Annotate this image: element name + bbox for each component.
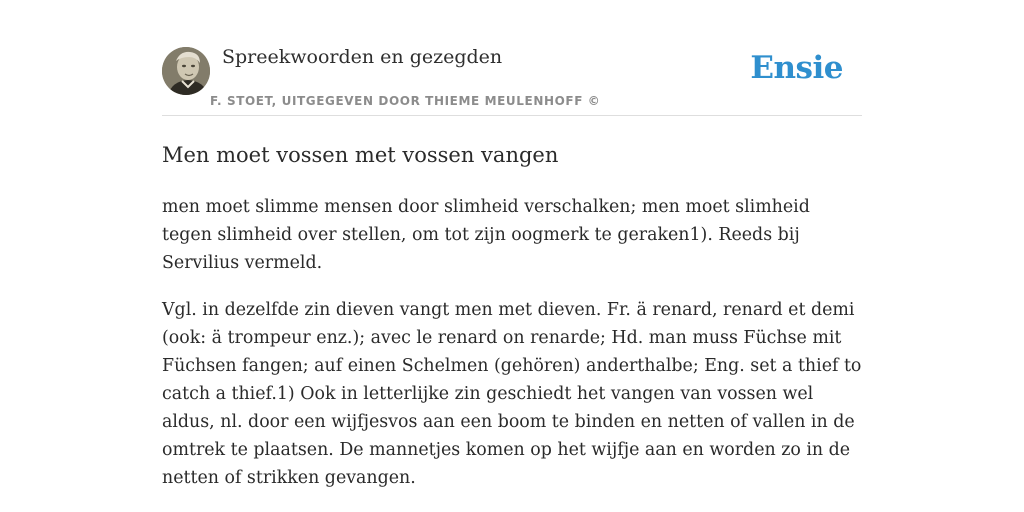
author-avatar[interactable] [162, 47, 210, 95]
source-credit: F. STOET, UITGEGEVEN DOOR THIEME MEULENHOFF © [210, 94, 601, 108]
source-title[interactable]: Spreekwoorden en gezegden [222, 46, 503, 68]
portrait-avatar-icon [162, 47, 210, 95]
entry-title: Men moet vossen met vossen vangen [162, 143, 559, 167]
entry-paragraph-1: men moet slimme mensen door slimheid verschalken; men moet slimheid tegen slimheid over stellen, om tot zijn oogmerk te geraken1). Reeds bij Servilius vermeld. [162, 197, 810, 273]
entry-card [162, 44, 862, 492]
source-header [162, 44, 862, 116]
brand-logo[interactable]: Ensie [750, 50, 843, 86]
entry-paragraph-2: Vgl. in dezelfde zin dieven vangt men met dieven. Fr. ä renard, renard et demi (ook: ä trompeur enz.); avec le renard on renarde; Hd. man muss Füchse mit Füchsen fangen; auf einen Schelmen (gehören) anderthalbe; Eng. set a thief to catch a thief.1) Ook in letterlijke zin geschiedt het vangen van vossen wel aldus, nl. door een wijfjesvos aan een boom te binden en netten of vallen in de omtrek te plaatsen. De mannetjes komen op het wijfje aan en worden zo in de netten of strikken gevangen. [162, 300, 862, 488]
